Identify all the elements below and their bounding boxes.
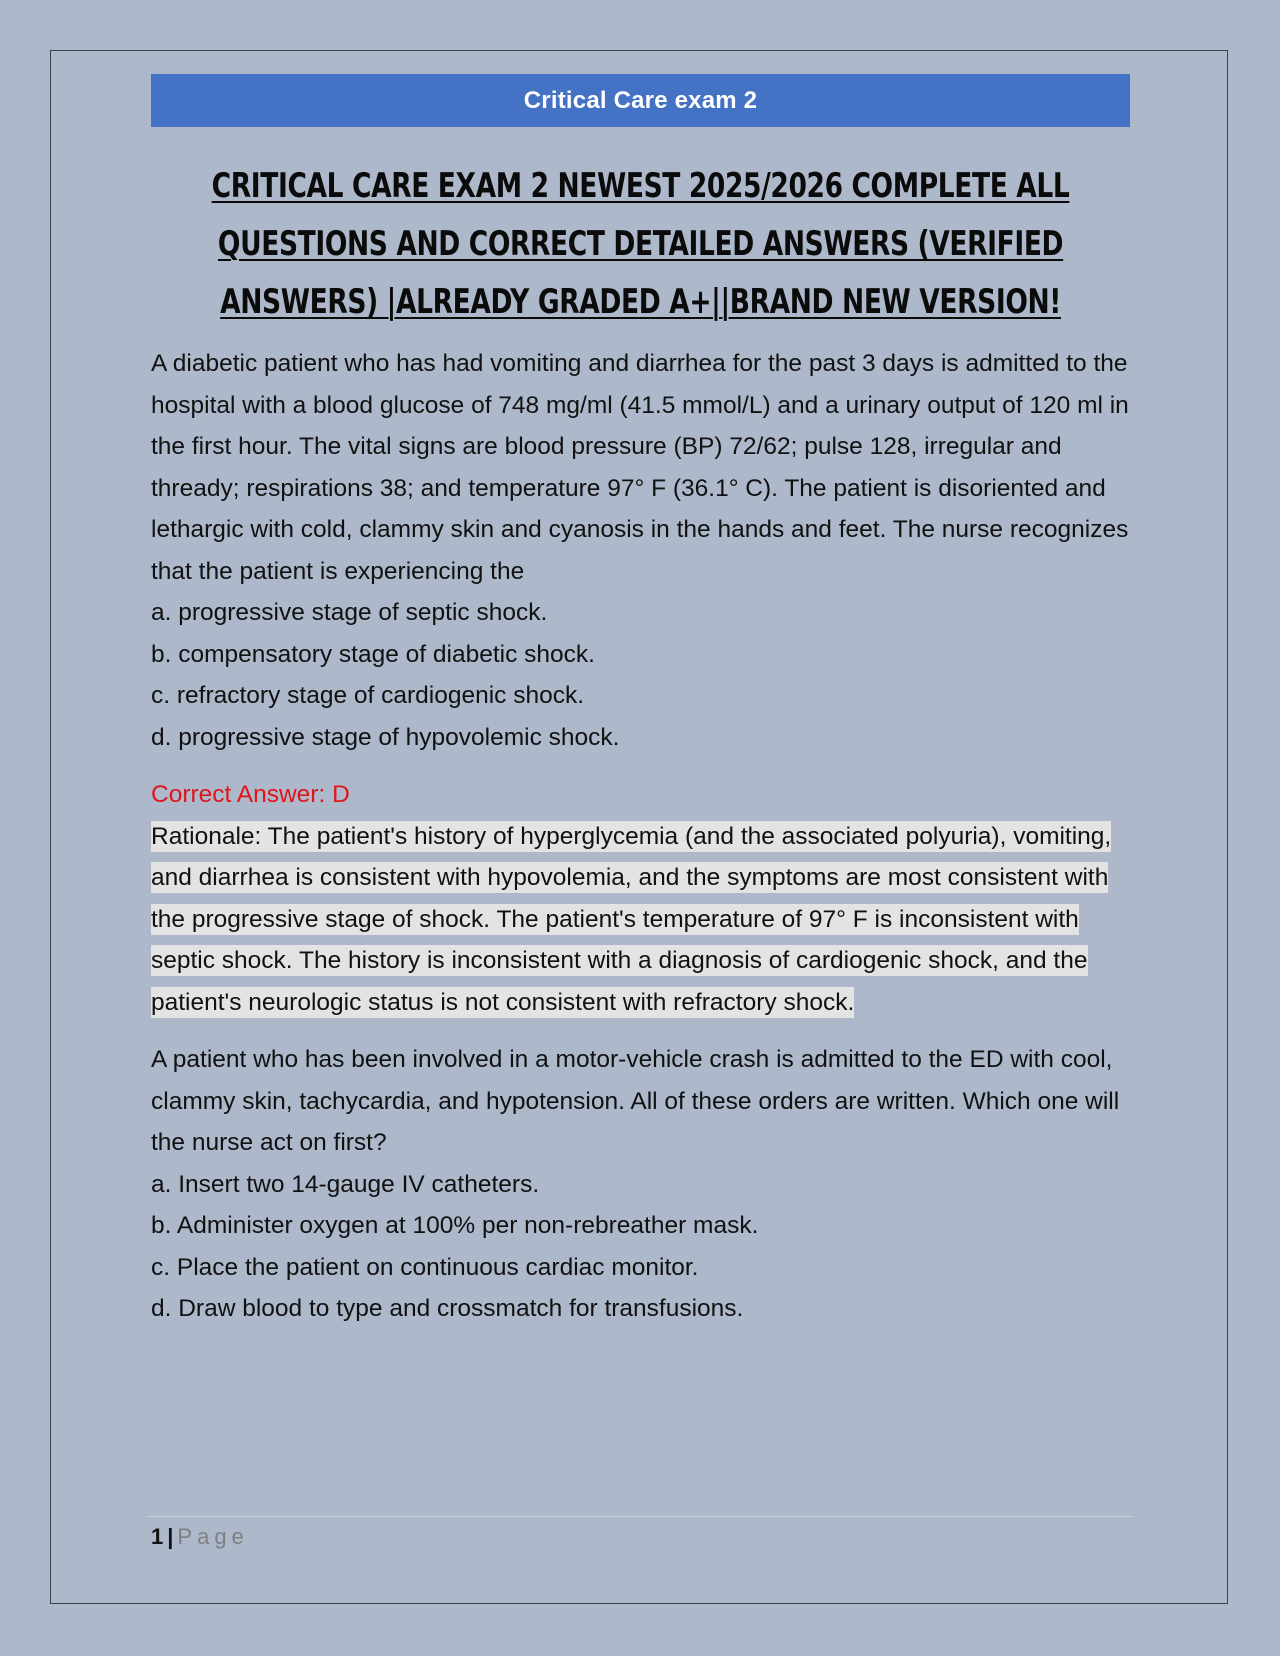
question-1-option-b: b. compensatory stage of diabetic shock. xyxy=(151,640,595,668)
document-header-bar xyxy=(151,74,1130,127)
question-1-correct-answer: Correct Answer: D xyxy=(151,781,350,808)
footer-divider xyxy=(148,1516,1132,1517)
question-2-option-a: a. Insert two 14-gauge IV catheters. xyxy=(151,1170,540,1198)
page-footer xyxy=(151,1522,249,1552)
question-1-option-c: c. refractory stage of cardiogenic shock. xyxy=(151,682,585,709)
question-2-option-b: b. Administer oxygen at 100% per non-rebreather mask. xyxy=(151,1212,759,1239)
question-1-rationale xyxy=(151,816,1130,1024)
question-2-stem: A patient who has been involved in a motor-vehicle crash is admitted to the ED with cool, clammy skin, tachycardia, and hypotension. All of these orders are written. Which one will the nurse act on first? xyxy=(151,1046,1120,1156)
question-1 xyxy=(151,343,1130,758)
question-2 xyxy=(151,1039,1130,1330)
question-2-option-d: d. Draw blood to type and crossmatch for transfusions. xyxy=(151,1295,744,1322)
question-1-option-d: d. progressive stage of hypovolemic shock. xyxy=(151,723,620,751)
footer-separator: | xyxy=(167,1524,174,1549)
question-1-rationale-text: Rationale: The patient's history of hyperglycemia (and the associated polyuria), vomiting, and diarrhea is consistent with hypovolemia, and the symptoms are most consistent with the progressive stage of shock. The patient's temperature of 97° F is inconsistent with septic shock. The history is inconsistent with a diagnosis of cardiogenic shock, and the patient's neurologic status is not consistent with refractory shock. xyxy=(151,822,1112,1016)
page-label: Page xyxy=(177,1524,249,1549)
document-title: CRITICAL CARE EXAM 2 NEWEST 2025/2026 COMPLETE ALL QUESTIONS AND CORRECT DETAILED ANSWERS (VERIFIED ANSWERS) |ALREADY GRADED A+||BRAND NEW VERSION! xyxy=(211,166,1070,322)
page-number: 1 xyxy=(151,1524,164,1549)
question-1-option-a: a. progressive stage of septic shock. xyxy=(151,599,548,626)
header-title: Critical Care exam 2 xyxy=(523,86,758,114)
question-2-option-c: c. Place the patient on continuous cardiac monitor. xyxy=(151,1253,699,1281)
document-content xyxy=(151,74,1130,1330)
question-1-stem: A diabetic patient who has had vomiting and diarrhea for the past 3 days is admitted to the hospital with a blood glucose of 748 mg/ml (41.5 mmol/L) and a urinary output of 120 ml in the first hour. The vital signs are blood pressure (BP) 72/62; pulse 128, irregular and thready; respirations 38; and temperature 97° F (36.1° C). The patient is disoriented and lethargic with cold, clammy skin and cyanosis in the hands and feet. The nurse recognizes that the patient is experiencing the xyxy=(151,350,1129,585)
